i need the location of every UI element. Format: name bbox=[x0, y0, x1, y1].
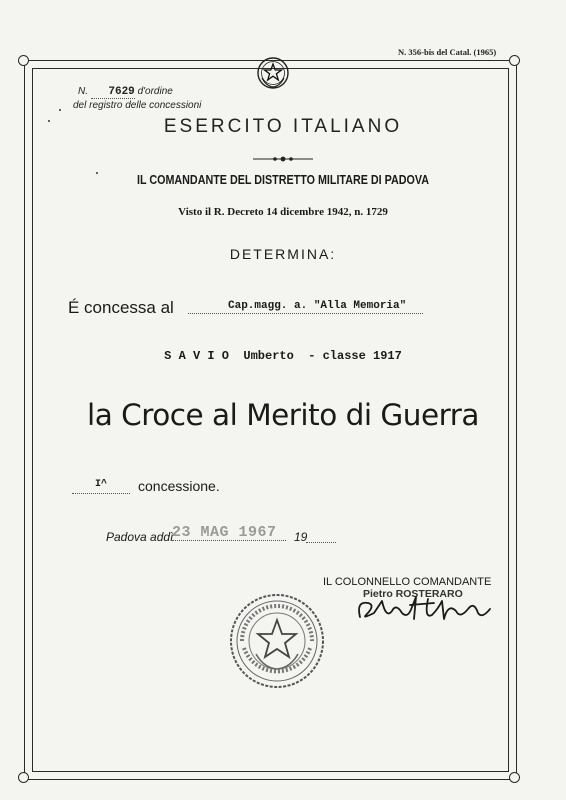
registry-prefix: N. bbox=[78, 86, 88, 97]
signatory-title: IL COLONNELLO COMANDANTE bbox=[323, 576, 492, 588]
recipient-name: S A V I O Umberto - classe 1917 bbox=[164, 349, 402, 363]
registry-line-1 bbox=[78, 86, 173, 99]
paper-speck bbox=[48, 120, 50, 122]
determina-heading: DETERMINA: bbox=[229, 246, 337, 262]
rank-field: Cap.magg. a. "Alla Memoria" bbox=[188, 300, 423, 314]
corner-ornament-bl bbox=[18, 772, 29, 783]
paper-speck bbox=[96, 172, 98, 174]
corner-ornament-tl bbox=[18, 55, 29, 66]
date-stamp: 23 MAG 1967 bbox=[172, 524, 286, 541]
year-field-line bbox=[306, 542, 336, 543]
registry-number: 7629 bbox=[108, 86, 135, 98]
corner-ornament-tr bbox=[509, 55, 520, 66]
concession-word: concessione. bbox=[138, 478, 220, 494]
national-emblem-icon bbox=[256, 56, 290, 90]
place-prefix: Padova addì bbox=[106, 530, 174, 544]
registry-line-2: del registro delle concessioni bbox=[73, 100, 202, 111]
handwritten-signature bbox=[352, 589, 492, 629]
award-title: la Croce al Merito di Guerra bbox=[87, 398, 479, 432]
concession-ordinal: I^ bbox=[72, 479, 130, 494]
document-heading: ESERCITO ITALIANO bbox=[163, 116, 403, 137]
signatory-name: Pietro ROSTERARO bbox=[363, 588, 463, 600]
registry-suffix: d'ordine bbox=[137, 86, 173, 97]
issuer-title: IL COMANDANTE DEL DISTRETTO MILITARE DI PADOVA bbox=[136, 173, 430, 187]
decree-reference: Visto il R. Decreto 14 dicembre 1942, n. 1729 bbox=[178, 206, 388, 218]
grant-prefix: É concessa al bbox=[68, 298, 174, 317]
paper-speck bbox=[59, 109, 61, 111]
corner-ornament-br bbox=[509, 772, 520, 783]
catalog-reference: N. 356-bis del Catal. (1965) bbox=[398, 47, 497, 57]
official-seal-stamp bbox=[228, 592, 326, 690]
heading-ornament bbox=[253, 150, 313, 158]
year-prefix: 19 bbox=[294, 530, 308, 544]
